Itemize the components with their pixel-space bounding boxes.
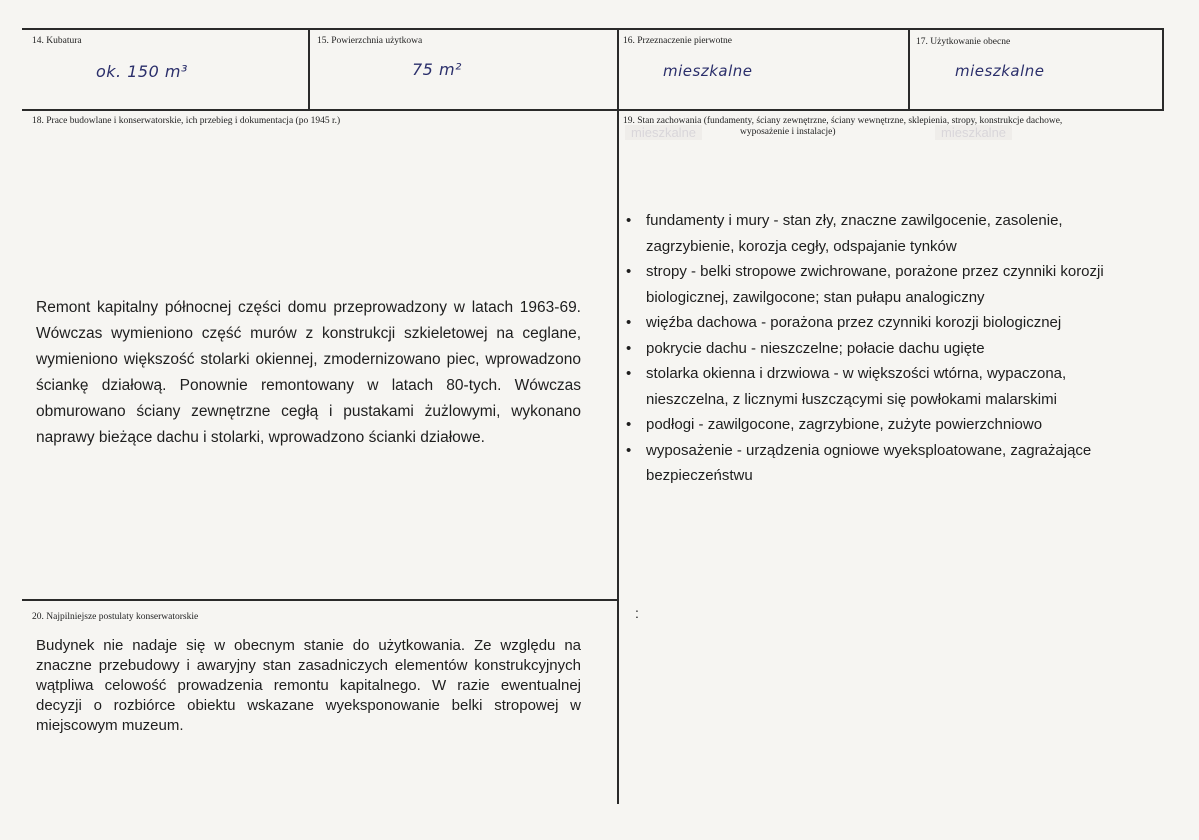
section-18-text: Remont kapitalny północnej części domu przeprowadzony w latach 1963-69. Wówczas wymieniono część murów z konstrukcji szkieletowej na ceglane, wymieniono większość stolarki okiennej, zmodernizowano piec, wprowadzono ściankę działową. Ponownie remontowany w latach 80-tych. Wówczas obmurowano ściany zewnętrzne cegłą i pustakami żużlowymi, wykonano naprawy bieżące dachu i stolarki, wprowadzono ścianki działowe. <box>36 299 581 446</box>
ghost-stamp-right: mieszkalne <box>935 125 1012 140</box>
section-20-text: Budynek nie nadaje się w obecnym stanie do użytkowania. Ze względu na znaczne przebudowy i awaryjny stan zasadniczych elementów konstrukcyjnych wątpliwa celowość prowadzenia remontu kapitalnego. W razie ewentualnej decyzji o rozbiórce obiektu wskazane wyeksponowanie belki stropowej w miejscowym muzeum. <box>36 637 581 734</box>
list-item: • pokrycie dachu - nieszczelne; połacie dachu ugięte <box>623 336 1143 362</box>
section-21-mark: : <box>635 605 639 621</box>
divider-14-15 <box>308 28 310 110</box>
list-item: • wyposażenie - urządzenia ogniowe wyeksploatowane, zagrażające bezpieczeństwu <box>623 438 1143 489</box>
divider-main <box>617 28 619 804</box>
field-17-label: 17. Użytkowanie obecne <box>916 37 1011 47</box>
divider-16-17 <box>908 28 910 110</box>
section-19-label-line2: wyposażenie i instalacje) <box>740 127 836 137</box>
list-item: • więźba dachowa - porażona przez czynniki korozji biologicznej <box>623 310 1143 336</box>
list-item: • stolarka okienna i drzwiowa - w większości wtórna, wypaczona, nieszczelna, z licznymi łuszczącymi się powłokami malarskimi <box>623 361 1143 412</box>
right-edge <box>1162 28 1164 110</box>
top-rule <box>22 28 1164 30</box>
field-17-value: mieszkalne <box>955 62 1045 80</box>
rule-after-row1 <box>22 109 1164 111</box>
field-14-label: 14. Kubatura <box>32 36 82 46</box>
field-15-value: 75 m² <box>412 60 462 79</box>
field-16-label: 16. Przeznaczenie pierwotne <box>623 36 732 46</box>
list-item: • podłogi - zawilgocone, zagrzybione, zużyte powierzchniowo <box>623 412 1143 438</box>
rule-after-row2 <box>22 599 618 601</box>
field-15-label: 15. Powierzchnia użytkowa <box>317 36 423 46</box>
section-19-label-line1: 19. Stan zachowania (fundamenty, ściany zewnętrzne, ściany wewnętrzne, sklepienia, stropy, konstrukcje dachowe, <box>623 116 1063 126</box>
section-18-label: 18. Prace budowlane i konserwatorskie, ich przebieg i dokumentacja (po 1945 r.) <box>32 116 341 126</box>
field-16-value: mieszkalne <box>663 62 753 80</box>
list-item: • fundamenty i mury - stan zły, znaczne zawilgocenie, zasolenie, zagrzybienie, korozja cegły, odspajanie tynków <box>623 208 1143 259</box>
condition-list <box>623 208 1143 489</box>
field-14-value: ok. 150 m³ <box>96 62 188 81</box>
section-20-label: 20. Najpilniejsze postulaty konserwatorskie <box>32 612 199 622</box>
list-item: • stropy - belki stropowe zwichrowane, porażone przez czynniki korozji biologicznej, zawilgocone; stan pułapu analogiczny <box>623 259 1143 310</box>
ghost-stamp-left: mieszkalne <box>625 125 702 140</box>
